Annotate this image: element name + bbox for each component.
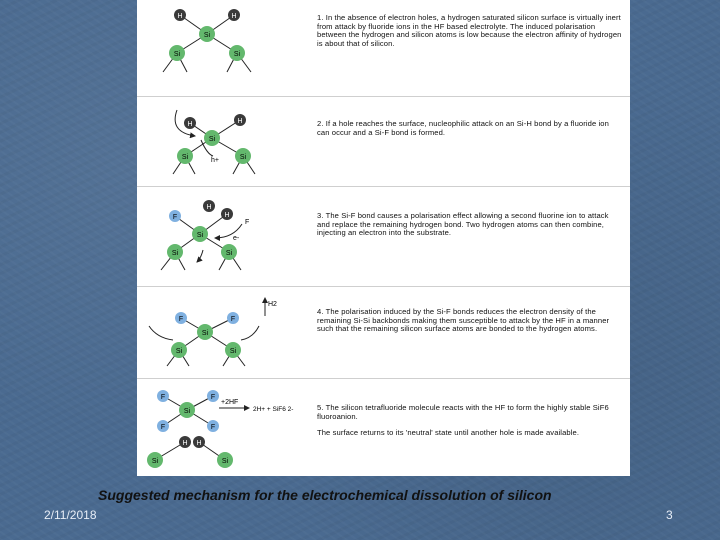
fluorine-atom: [207, 390, 219, 402]
step-2-text: 2. If a hole reaches the surface, nucleophilic attack on an Si-H bond by a fluoride ion can occur and a Si-F bond is formed.: [317, 119, 609, 137]
svg-text:Si: Si: [208, 136, 216, 143]
step-4-text: 4. The polarisation induced by the Si-F bonds reduces the electron density of the remaining Si-Si backbonds making them susceptible to attack by the HF in a manner such that the remaining silicon surface atoms are bonded to the hydrogen atoms.: [317, 307, 610, 334]
silicon-atom: [177, 148, 193, 164]
fluorine-atom: [207, 420, 219, 432]
svg-text:Si: Si: [233, 51, 241, 58]
hydrogen-atom: [174, 9, 186, 21]
slide-date: 2/11/2018: [44, 508, 97, 522]
svg-text:F: F: [160, 424, 166, 431]
hydrogen-gas-label: H2: [268, 301, 277, 308]
silicon-atom: [167, 244, 183, 260]
product-label: 2H+ + SiF6 2-: [253, 406, 294, 413]
svg-text:Si: Si: [203, 32, 211, 39]
svg-text:H: H: [196, 440, 202, 447]
hole-label: h+: [211, 157, 219, 164]
svg-text:F: F: [210, 424, 216, 431]
hydrogen-atom: [221, 208, 233, 220]
step-3-panel: [137, 186, 630, 287]
hydrogen-atom: [203, 200, 215, 212]
silicon-atom: [221, 244, 237, 260]
slide-number: 3: [666, 508, 673, 522]
svg-text:Si: Si: [239, 154, 247, 161]
hydrogen-atom: [228, 9, 240, 21]
svg-text:Si: Si: [201, 330, 209, 337]
hydrogen-atom: [193, 436, 205, 448]
figure-caption: Suggested mechanism for the electrochemical dissolution of silicon: [98, 487, 552, 503]
silicon-atom: [229, 45, 245, 61]
svg-text:Si: Si: [183, 408, 191, 415]
step-2-diagram: [137, 96, 307, 186]
svg-text:Si: Si: [173, 51, 181, 58]
mechanism-figure: [137, 0, 630, 476]
svg-text:Si: Si: [221, 458, 229, 465]
svg-text:Si: Si: [196, 232, 204, 239]
step-4-diagram: [137, 286, 307, 378]
step-5-text: 5. The silicon tetrafluoride molecule reacts with the HF to form the highly stable SiF6 fluoroanion. The surface returns to its 'neutral' state until another hole is made available.: [317, 403, 609, 438]
silicon-atom: [225, 342, 241, 358]
silicon-atom: [179, 402, 195, 418]
step-1-diagram: [137, 0, 307, 96]
silicon-atom: [171, 342, 187, 358]
fluorine-atom: [175, 312, 187, 324]
fluorine-atom: [157, 420, 169, 432]
hydrogen-atom: [184, 117, 196, 129]
step-5-diagram: [137, 378, 307, 476]
fluoride-ion-label: F: [245, 219, 250, 226]
hf-reagent-label: +2HF: [221, 399, 239, 406]
svg-text:F: F: [160, 394, 166, 401]
silicon-atom: [204, 130, 220, 146]
fluorine-atom: [169, 210, 181, 222]
svg-text:H: H: [182, 440, 188, 447]
step-1-panel: [137, 0, 630, 97]
silicon-atom: [199, 26, 215, 42]
svg-text:H: H: [237, 118, 243, 125]
step-3-text: 3. The Si-F bond causes a polarisation effect allowing a second fluorine ion to attack and replace the remaining hydrogen bond. Two hydrogen atoms can then combine, injecting an electron into the substrate.: [317, 211, 609, 238]
fluorine-atom: [157, 390, 169, 402]
silicon-atom: [235, 148, 251, 164]
silicon-atom: [169, 45, 185, 61]
svg-text:F: F: [210, 394, 216, 401]
svg-text:F: F: [172, 214, 178, 221]
svg-text:F: F: [178, 316, 184, 323]
svg-text:H: H: [206, 204, 212, 211]
hydrogen-atom: [179, 436, 191, 448]
step-3-diagram: [137, 186, 307, 286]
fluorine-atom: [227, 312, 239, 324]
silicon-atom: [147, 452, 163, 468]
svg-text:F: F: [230, 316, 236, 323]
svg-text:Si: Si: [151, 458, 159, 465]
silicon-atom: [217, 452, 233, 468]
silicon-atom: [192, 226, 208, 242]
svg-text:H: H: [187, 121, 193, 128]
svg-text:Si: Si: [225, 250, 233, 257]
svg-text:H: H: [224, 212, 230, 219]
hydrogen-atom: [234, 114, 246, 126]
electron-label: e-: [233, 235, 240, 242]
svg-text:Si: Si: [181, 154, 189, 161]
step-4-panel: [137, 286, 630, 379]
svg-text:Si: Si: [175, 348, 183, 355]
svg-text:Si: Si: [171, 250, 179, 257]
step-5-panel: [137, 378, 630, 476]
silicon-atom: [197, 324, 213, 340]
svg-text:Si: Si: [229, 348, 237, 355]
svg-text:H: H: [231, 13, 237, 20]
svg-text:H: H: [177, 13, 183, 20]
step-2-panel: [137, 96, 630, 187]
step-1-text: 1. In the absence of electron holes, a hydrogen saturated silicon surface is virtually inert from attack by fluoride ions in the HF based electrolyte. The induced polarisation between the hydrogen and silicon atoms is low because the electron affinity of hydrogen is about that of silicon.: [317, 13, 622, 48]
